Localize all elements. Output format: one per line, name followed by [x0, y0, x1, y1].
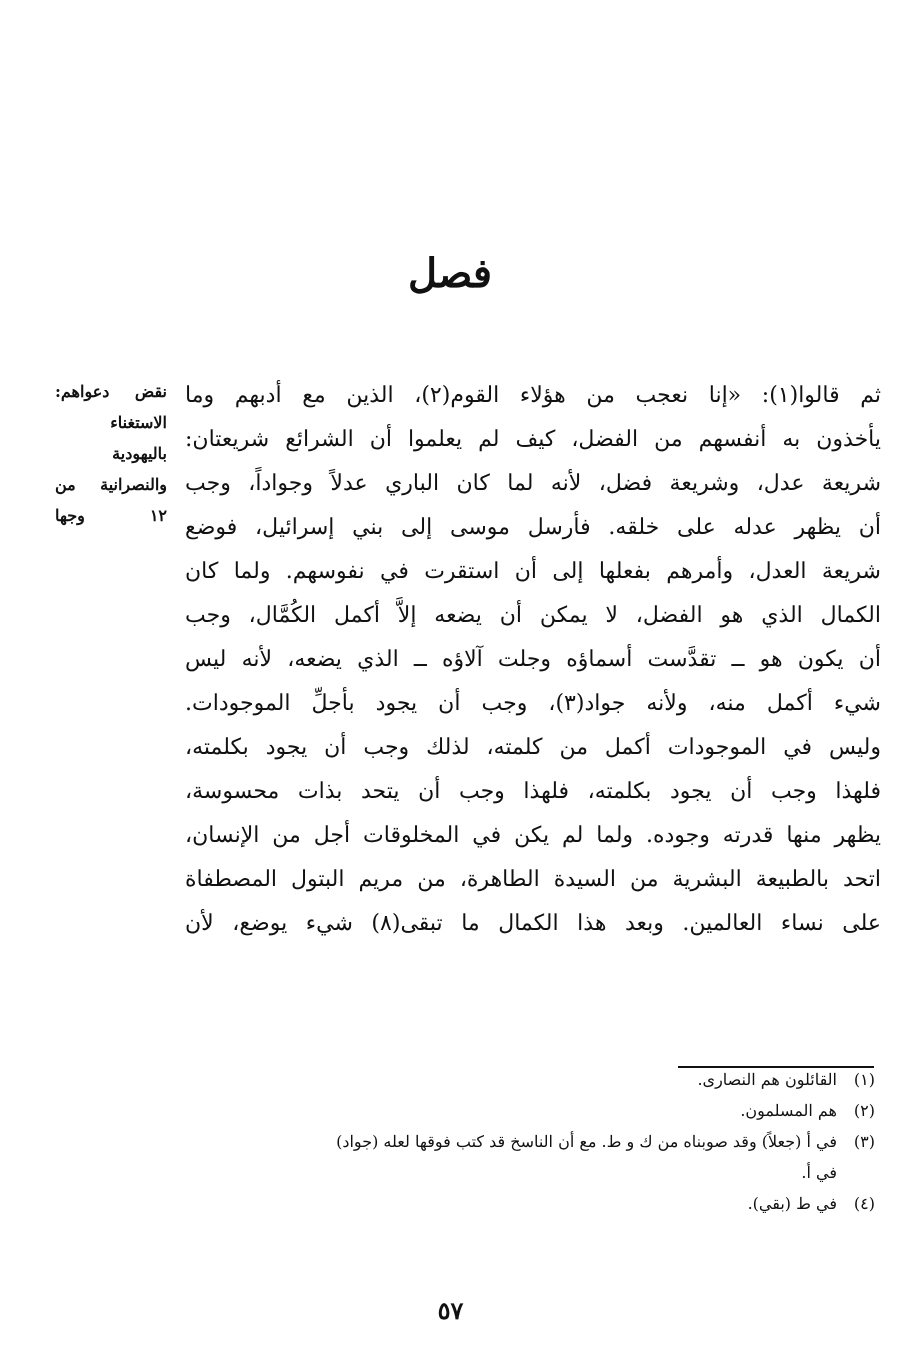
body-line: أن يظهر عدله على خلقه. فأرسل موسى إلى بني إسرائيل، فوضع	[185, 515, 881, 540]
margin-note	[55, 376, 167, 531]
body-line: وليس في الموجودات أكمل من كلمته، لذلك وجب أن يجود بكلمته،	[185, 735, 881, 760]
margin-note-line: الاستغناء	[110, 413, 167, 432]
margin-note-line: باليهودية	[112, 444, 167, 463]
body-line: أن يكون هو ــ تقدَّست أسماؤه وجلت آلاؤه ــ الذي يضعه، لأنه ليس	[185, 647, 881, 672]
body-line: اتحد بالطبيعة البشرية من السيدة الطاهرة، من مريم البتول المصطفاة	[185, 867, 881, 892]
body-line: فلهذا وجب أن يجود بكلمته، فلهذا وجب أن يتحد بذات محسوسة،	[185, 779, 881, 804]
body-line: يظهر منها قدرته وجوده. ولما لم يكن في المخلوقات أجل من الإنسان،	[185, 823, 881, 848]
footnote-text: في ط (بقي).	[747, 1194, 837, 1213]
body-line: شيء أكمل منه، ولأنه جواد(٣)، وجب أن يجود بأجلِّ الموجودات.	[185, 691, 881, 716]
body-line: شريعة العدل، وأمرهم بفعلها إلى أن استقرت في نفوسهم. ولما كان	[185, 559, 881, 584]
footnote	[175, 1188, 875, 1219]
body-line: شريعة عدل، وشريعة فضل، لأنه لما كان الباري عدلاً وجواداً، وجب	[185, 471, 881, 496]
body-line: ثم قالوا(١): «إنا نعجب من هؤلاء القوم(٢)، الذين مع أدبهم وما	[185, 383, 881, 408]
footnote-number: (٢)	[853, 1101, 875, 1120]
margin-note-line: والنصرانية من	[55, 475, 167, 494]
footnote-text: في أ (جعلاً) وقد صوبناه من ك و ط. مع أن الناسخ قد كتب فوقها لعله (جواد)	[336, 1132, 837, 1151]
body-line: يأخذون به أنفسهم من الفضل، كيف لم يعلموا أن الشرائع شريعتان:	[185, 427, 881, 452]
footnote-number: (٤)	[853, 1194, 875, 1213]
footnote-text: في أ.	[801, 1163, 837, 1182]
section-title: فصل	[407, 250, 493, 297]
body-line: على نساء العالمين. وبعد هذا الكمال ما تبقى(٨) شيء يوضع، لأن	[185, 911, 881, 936]
body-line: الكمال الذي هو الفضل، لا يمكن أن يضعه إلاَّ أكمل الكُمَّال، وجب	[185, 603, 881, 628]
footnote-number: (٣)	[853, 1132, 875, 1151]
footnotes	[175, 1064, 875, 1219]
footnote-number: (١)	[853, 1070, 875, 1089]
footnote-number	[837, 1157, 875, 1188]
footnote	[175, 1095, 875, 1126]
margin-note-line: ١٢ وجها	[55, 506, 167, 525]
footnote	[175, 1126, 875, 1157]
main-text	[185, 374, 881, 946]
page-number: ٥٧	[437, 1296, 464, 1325]
margin-note-line: نقض دعواهم:	[55, 382, 167, 401]
footnote-continuation	[175, 1157, 875, 1188]
footnote-text: القائلون هم النصارى.	[697, 1070, 837, 1089]
footnote-text: هم المسلمون.	[740, 1101, 837, 1120]
footnote	[175, 1064, 875, 1095]
